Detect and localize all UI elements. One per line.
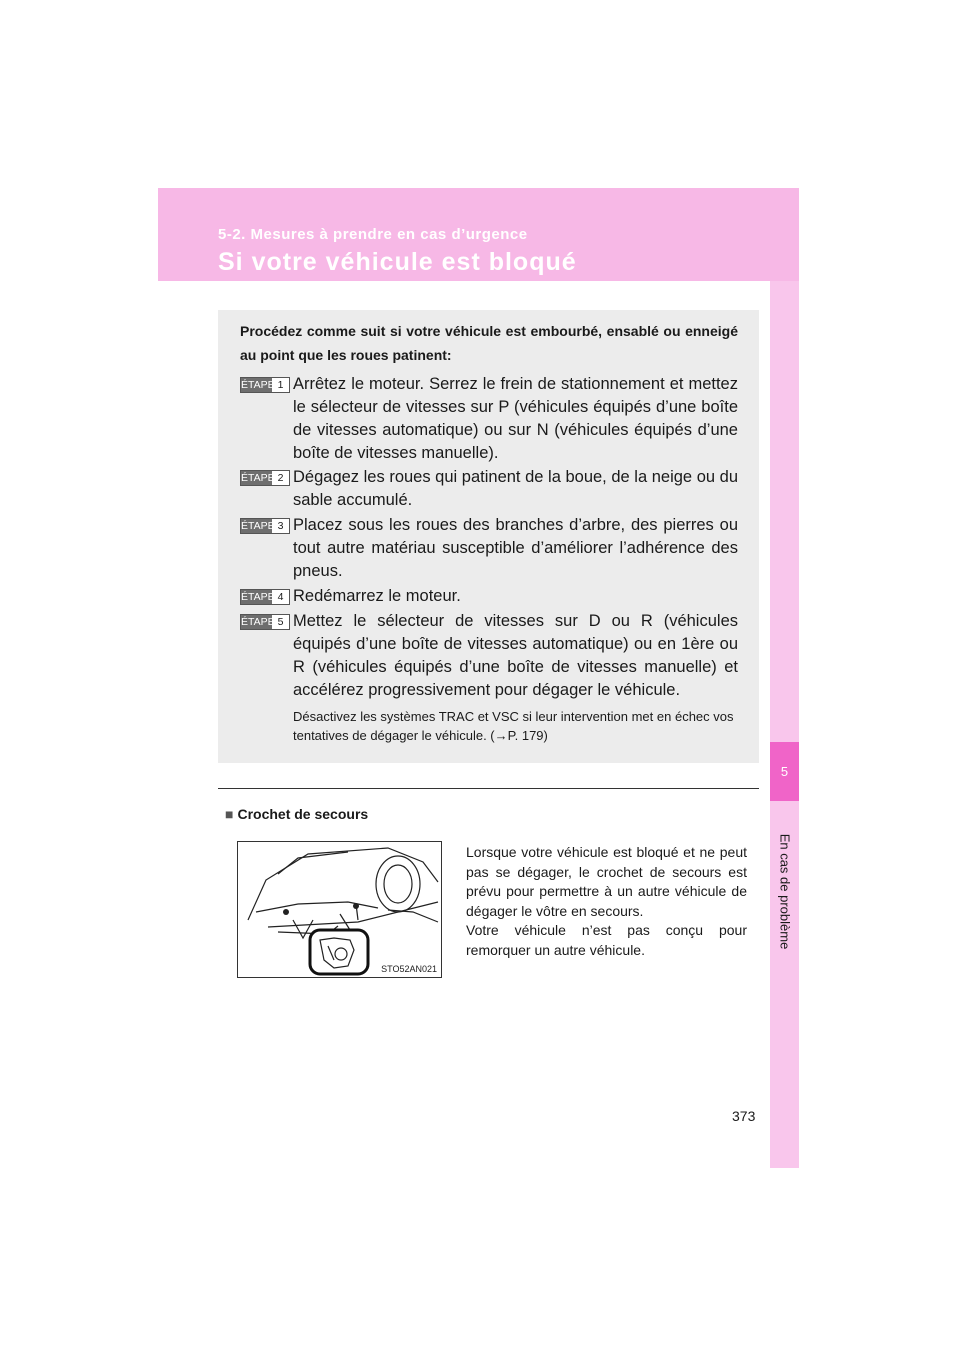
step-badge: ÉTAPE 3: [240, 518, 290, 534]
paragraph: Lorsque votre véhicule est bloqué et ne peut pas se dégager, le crochet de secours est prévu pour permettre à un autre véhicule de dégager le vôtre en secours.: [466, 844, 747, 919]
step-5: [240, 610, 738, 702]
procedure-intro: Procédez comme suit si votre véhicule est embourbé, ensablé ou enneigé au point que les roues patinent:: [240, 323, 738, 363]
side-strip: [770, 281, 799, 1168]
step-badge: ÉTAPE 4: [240, 589, 290, 605]
step-4: [240, 585, 738, 608]
step-text: Mettez le sélecteur de vitesses sur D ou R (véhicules équipés d’une boîte de vitesses automatique) ou en 1ère ou R (véhicules équipés d’une boîte de vitesses manuelle) et accélérez progressivement pour dégager le véhicule.: [293, 612, 738, 699]
divider: [218, 788, 759, 789]
step-text: Dégagez les roues qui patinent de la boue, de la neige ou du sable accumulé.: [293, 468, 738, 509]
step-1: [240, 373, 738, 465]
subsection-heading: ■ Crochet de secours: [225, 806, 369, 822]
step-3: [240, 514, 738, 583]
section-title: 5-2. Mesures à prendre en cas d’urgence: [218, 226, 528, 243]
step-badge: ÉTAPE 5: [240, 614, 290, 630]
subsection-text: [466, 843, 747, 960]
step-badge: ÉTAPE 2: [240, 470, 290, 486]
chapter-label-text: En cas de problème: [777, 833, 792, 949]
page-title: Si votre véhicule est bloqué: [218, 248, 577, 276]
page-number: 373: [732, 1108, 756, 1124]
step-badge: ÉTAPE 1: [240, 377, 290, 393]
step-text: Placez sous les roues des branches d’arbre, des pierres ou tout autre matériau susceptible d’améliorer l’adhérence des pneus.: [293, 516, 738, 580]
chapter-label: [770, 801, 799, 981]
procedure-note: Désactivez les systèmes TRAC et VSC si leur intervention met en échec vos tentatives de dégager le véhicule. (→P. 179): [293, 709, 734, 743]
step-text: Arrêtez le moteur. Serrez le frein de stationnement et mettez le sélecteur de vitesses sur P (véhicules équipés d’une boîte de vitesses automatique) ou sur N (véhicules équipés d’une boîte de vitesses manuelle).: [293, 375, 738, 462]
figure-code: STO52AN021: [381, 964, 437, 974]
step-2: [240, 466, 738, 512]
bullet-square-icon: ■: [225, 806, 234, 822]
paragraph: Votre véhicule n’est pas conçu pour remorquer un autre véhicule.: [466, 922, 747, 958]
tow-hook-illustration: [237, 841, 442, 978]
step-text: Redémarrez le moteur.: [293, 587, 461, 605]
car-rear-underside-icon: [238, 842, 441, 977]
chapter-tab[interactable]: 5: [770, 742, 799, 801]
